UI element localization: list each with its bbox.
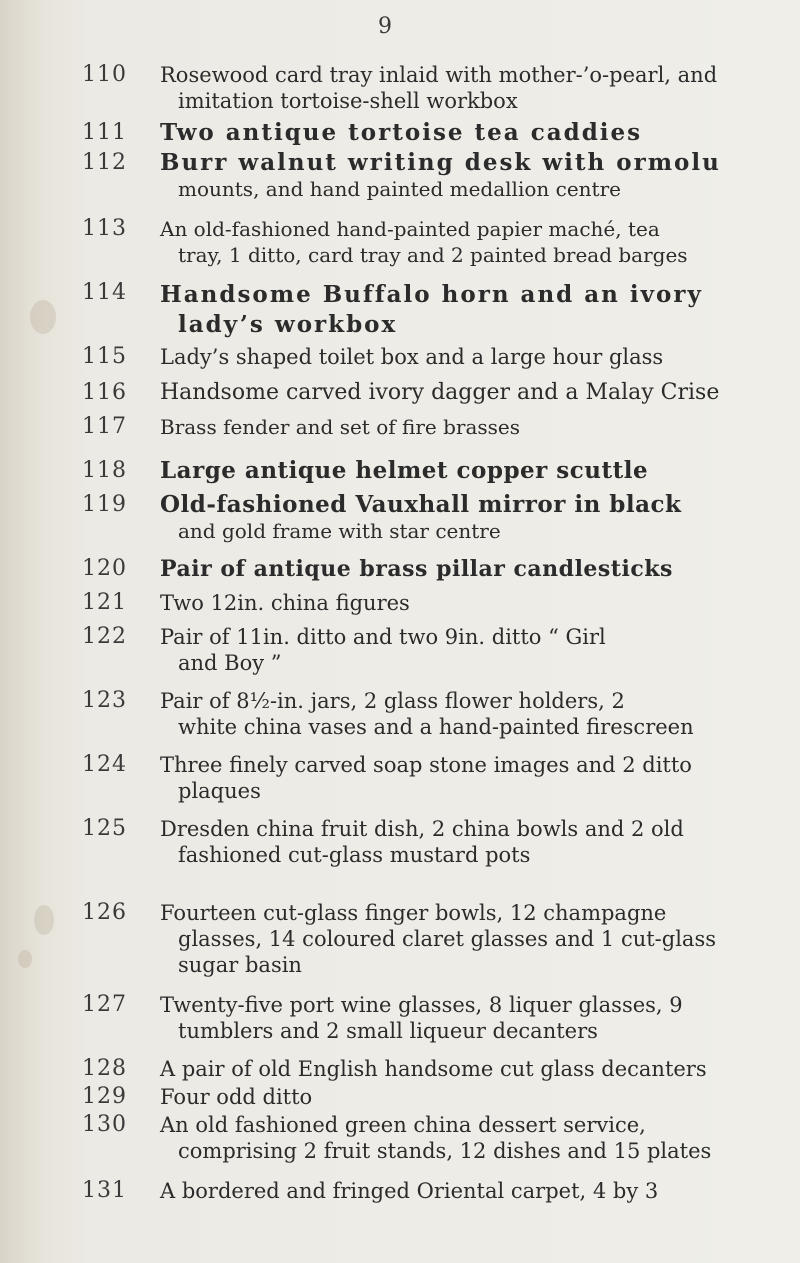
lot-number: 110: [82, 62, 127, 87]
lot-line: Old-fashioned Vauxhall mirror in black: [160, 491, 682, 518]
lot-number: 130: [82, 1112, 127, 1137]
lot-description: [160, 1178, 770, 1204]
lot-line: A pair of old English handsome cut glass decanters: [160, 1057, 707, 1081]
lot-line: and Boy ”: [178, 651, 282, 675]
lot-description: [160, 380, 770, 406]
page-number: 9: [378, 14, 392, 39]
lot-line: Lady’s shaped toilet box and a large hour glass: [160, 345, 664, 369]
lot-number: 131: [82, 1178, 127, 1203]
lot-line: and gold frame with star centre: [178, 519, 501, 543]
lot-line: glasses, 14 coloured claret glasses and 1 cut-glass: [178, 927, 717, 951]
lot-number: 120: [82, 556, 127, 581]
lot-line: An old-fashioned hand-painted papier maché, tea: [160, 217, 660, 241]
lot-description: [160, 120, 770, 146]
lot-line: Handsome carved ivory dagger and a Malay Crise: [160, 380, 720, 405]
lot-description: [160, 1112, 770, 1164]
lot-description: [160, 414, 770, 440]
lot-line: lady’s workbox: [178, 311, 398, 338]
lot-description: [160, 752, 770, 804]
lot-line: comprising 2 fruit stands, 12 dishes and 15 plates: [178, 1139, 712, 1163]
lot-description: [160, 900, 770, 978]
lot-number: 118: [82, 458, 127, 483]
lot-line: Pair of 8½-in. jars, 2 glass flower holders, 2: [160, 689, 625, 713]
lot-description: [160, 216, 770, 268]
lot-line: sugar basin: [178, 953, 302, 977]
lot-line: Burr walnut writing desk with ormolu: [160, 149, 721, 176]
lot-description: [160, 992, 770, 1044]
lot-line: Pair of 11in. ditto and two 9in. ditto “ Girl: [160, 625, 606, 649]
lot-number: 124: [82, 752, 127, 777]
lot-line: Brass fender and set of fire brasses: [160, 415, 521, 439]
lot-line: fashioned cut-glass mustard pots: [178, 843, 531, 867]
lot-line: plaques: [178, 779, 261, 803]
lot-description: [160, 62, 770, 114]
lot-description: [160, 1056, 770, 1082]
lot-number: 116: [82, 380, 127, 405]
lot-line: mounts, and hand painted medallion centre: [178, 177, 621, 201]
lot-line: tumblers and 2 small liqueur decanters: [178, 1019, 598, 1043]
lot-line: Dresden china fruit dish, 2 china bowls and 2 old: [160, 817, 684, 841]
lot-number: 127: [82, 992, 127, 1017]
lot-line: An old fashioned green china dessert service,: [160, 1113, 646, 1137]
lot-description: [160, 1084, 770, 1110]
lot-number: 125: [82, 816, 127, 841]
lot-number: 115: [82, 344, 127, 369]
lot-number: 117: [82, 414, 127, 439]
lot-line: Two 12in. china figures: [160, 591, 410, 615]
lot-description: [160, 150, 770, 202]
lot-line: Handsome Buffalo horn and an ivory: [160, 281, 703, 308]
lot-line: white china vases and a hand-painted firescreen: [178, 715, 694, 739]
lot-line: Pair of antique brass pillar candlesticks: [160, 556, 673, 582]
lot-number: 121: [82, 590, 127, 615]
lot-description: [160, 458, 770, 484]
paper-stain: [34, 905, 54, 935]
lot-line: Twenty-five port wine glasses, 8 liquer glasses, 9: [160, 993, 683, 1017]
lot-line: tray, 1 ditto, card tray and 2 painted bread barges: [178, 243, 688, 267]
lot-description: [160, 688, 770, 740]
lot-description: [160, 624, 770, 676]
lot-number: 126: [82, 900, 127, 925]
paper-stain: [30, 300, 56, 334]
lot-line: A bordered and fringed Oriental carpet, 4 by 3: [160, 1179, 659, 1203]
lot-number: 111: [82, 120, 127, 145]
lot-line: Four odd ditto: [160, 1085, 313, 1109]
lot-number: 122: [82, 624, 127, 649]
lot-description: [160, 280, 770, 340]
lot-number: 123: [82, 688, 127, 713]
lot-description: [160, 344, 770, 370]
paper-stain: [18, 950, 32, 968]
lot-number: 113: [82, 216, 127, 241]
lot-line: Rosewood card tray inlaid with mother-’o-pearl, and: [160, 63, 718, 87]
lot-line: Three finely carved soap stone images and 2 ditto: [160, 753, 692, 777]
lot-line: imitation tortoise-shell workbox: [178, 89, 518, 113]
lot-line: Large antique helmet copper scuttle: [160, 457, 649, 484]
lot-description: [160, 590, 770, 616]
lot-description: [160, 816, 770, 868]
lot-description: [160, 556, 770, 582]
lot-number: 114: [82, 280, 127, 305]
lot-line: Fourteen cut-glass finger bowls, 12 champagne: [160, 901, 667, 925]
lot-number: 112: [82, 150, 127, 175]
lot-number: 119: [82, 492, 127, 517]
lot-number: 128: [82, 1056, 127, 1081]
lot-description: [160, 492, 770, 544]
lot-line: Two antique tortoise tea caddies: [160, 119, 643, 146]
lot-number: 129: [82, 1084, 127, 1109]
